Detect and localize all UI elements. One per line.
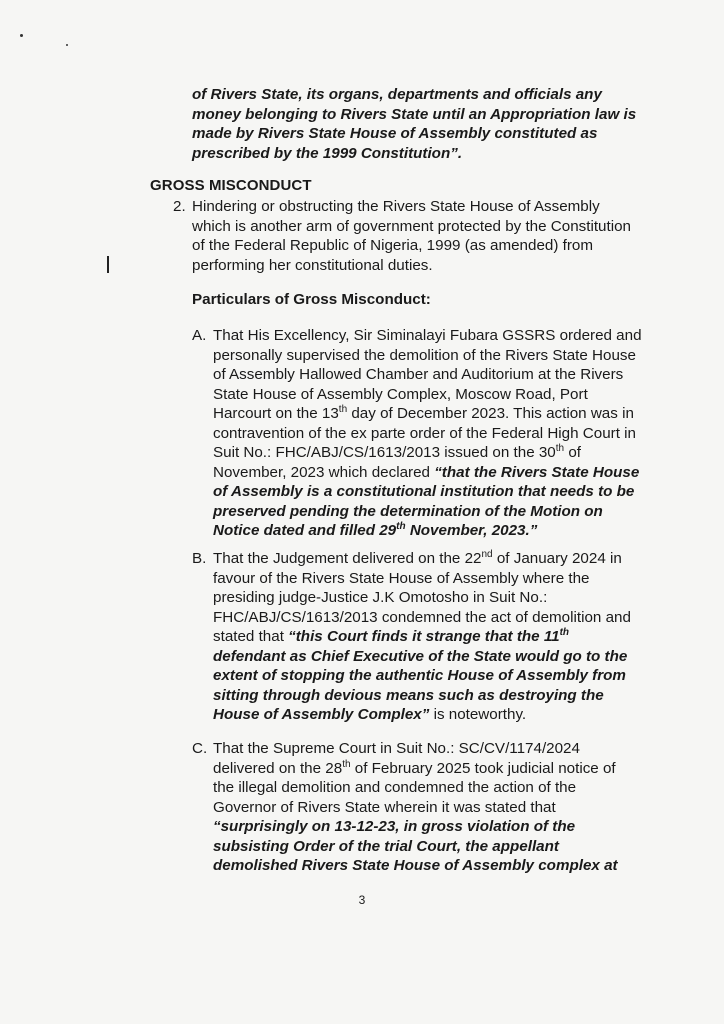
quote-line: of Assembly is a constitutional institution that needs to be xyxy=(213,483,635,500)
text-line xyxy=(213,759,618,779)
quote-line xyxy=(213,521,642,541)
scan-speck xyxy=(20,34,23,37)
text-run: That the Judgement delivered on the 22 xyxy=(213,550,482,567)
quote-line: “surprisingly on 13-12-23, in gross violation of the xyxy=(213,818,576,835)
text-line xyxy=(213,463,642,483)
text-line: State House of Assembly Complex, Moscow Road, Port xyxy=(213,385,588,403)
superscript: th xyxy=(396,520,406,532)
text-line: FHC/ABJ/CS/1613/2013 condemned the act of demolition and xyxy=(213,608,631,626)
page-number: 3 xyxy=(358,893,366,907)
quote-run: Notice dated and filled 29 xyxy=(213,522,397,539)
text-line: favour of the Rivers State House of Assembly where the xyxy=(213,569,590,587)
text-run: Suit No.: FHC/ABJ/CS/1613/2013 issued on the 30 xyxy=(213,444,556,461)
text-line: presiding judge-Justice J.K Omotosho in Suit No.: xyxy=(213,589,548,606)
text-line: personally supervised the demolition of the Rivers State House xyxy=(213,346,636,364)
quote-line: money belonging to Rivers State until an Appropriation law is xyxy=(192,105,637,123)
text-run: day of December 2023. This action was in xyxy=(347,405,634,422)
superscript: nd xyxy=(481,548,493,560)
para-a xyxy=(213,326,642,541)
para-c xyxy=(213,739,618,876)
text-run: Harcourt on the 13 xyxy=(213,405,339,422)
text-line xyxy=(213,627,631,647)
text-run: is noteworthy. xyxy=(429,706,527,723)
text-line xyxy=(213,443,642,463)
quote-line: demolished Rivers State House of Assembly complex at xyxy=(213,857,618,874)
quote-run: “this Court finds it strange that the 11 xyxy=(288,628,560,645)
para-b xyxy=(213,549,631,725)
text-line xyxy=(213,404,642,424)
item-number: 2. xyxy=(173,198,186,215)
scan-speck xyxy=(66,44,68,46)
quote-line: made by Rivers State House of Assembly constituted as xyxy=(192,125,598,142)
quote-line: defendant as Chief Executive of the State would go to the xyxy=(213,647,628,665)
item-2-text xyxy=(192,197,631,275)
text-line: That His Excellency, Sir Siminalayi Fubara GSSRS ordered and xyxy=(213,327,642,344)
quote-line: subsisting Order of the trial Court, the appellant xyxy=(213,837,559,855)
quote-line: of Rivers State, its organs, departments and officials any xyxy=(192,86,602,103)
para-a-label: A. xyxy=(192,327,207,344)
text-run: November, 2023 which declared xyxy=(213,463,435,481)
intro-quote xyxy=(192,85,636,163)
quote-run: November, 2023.” xyxy=(405,522,538,539)
text-run: of January 2024 in xyxy=(492,550,622,567)
text-line: performing her constitutional duties. xyxy=(192,256,433,274)
superscript: th xyxy=(338,403,348,415)
text-line: Governor of Rivers State wherein it was stated that xyxy=(213,798,556,816)
text-line xyxy=(213,705,631,725)
quote-line: extent of stopping the authentic House of Assembly from xyxy=(213,667,626,684)
quote-run: House of Assembly Complex” xyxy=(213,706,430,723)
quote-line: preserved pending the determination of the Motion on xyxy=(213,502,603,520)
para-b-label: B. xyxy=(192,550,207,567)
superscript: th xyxy=(342,758,351,770)
text-run: of February 2025 took judicial notice of xyxy=(350,759,616,777)
text-run: stated that xyxy=(213,628,289,645)
particulars-heading: Particulars of Gross Misconduct: xyxy=(192,291,431,308)
quote-line: sitting through devious means such as destroying the xyxy=(213,686,604,704)
text-line: which is another arm of government protected by the Constitution xyxy=(192,217,631,235)
text-line: That the Supreme Court in Suit No.: SC/CV/1174/2024 xyxy=(213,740,580,757)
margin-mark xyxy=(107,256,109,273)
text-run: of xyxy=(564,444,581,461)
text-line: Hindering or obstructing the Rivers State House of Assembly xyxy=(192,198,600,215)
text-line xyxy=(213,549,631,569)
text-line: of Assembly Hallowed Chamber and Auditorium at the Rivers xyxy=(213,366,624,383)
quote-line: prescribed by the 1999 Constitution”. xyxy=(192,144,463,162)
text-line: contravention of the ex parte order of the Federal High Court in xyxy=(213,424,636,442)
text-line: of the Federal Republic of Nigeria, 1999 (as amended) from xyxy=(192,237,593,254)
section-heading: GROSS MISCONDUCT xyxy=(150,177,312,194)
superscript: th xyxy=(555,442,565,454)
text-run: delivered on the 28 xyxy=(213,759,343,777)
text-line: the illegal demolition and condemned the action of the xyxy=(213,779,577,796)
quote-run: “that the Rivers State House xyxy=(434,463,640,481)
superscript: th xyxy=(559,626,570,638)
para-c-label: C. xyxy=(192,740,208,757)
